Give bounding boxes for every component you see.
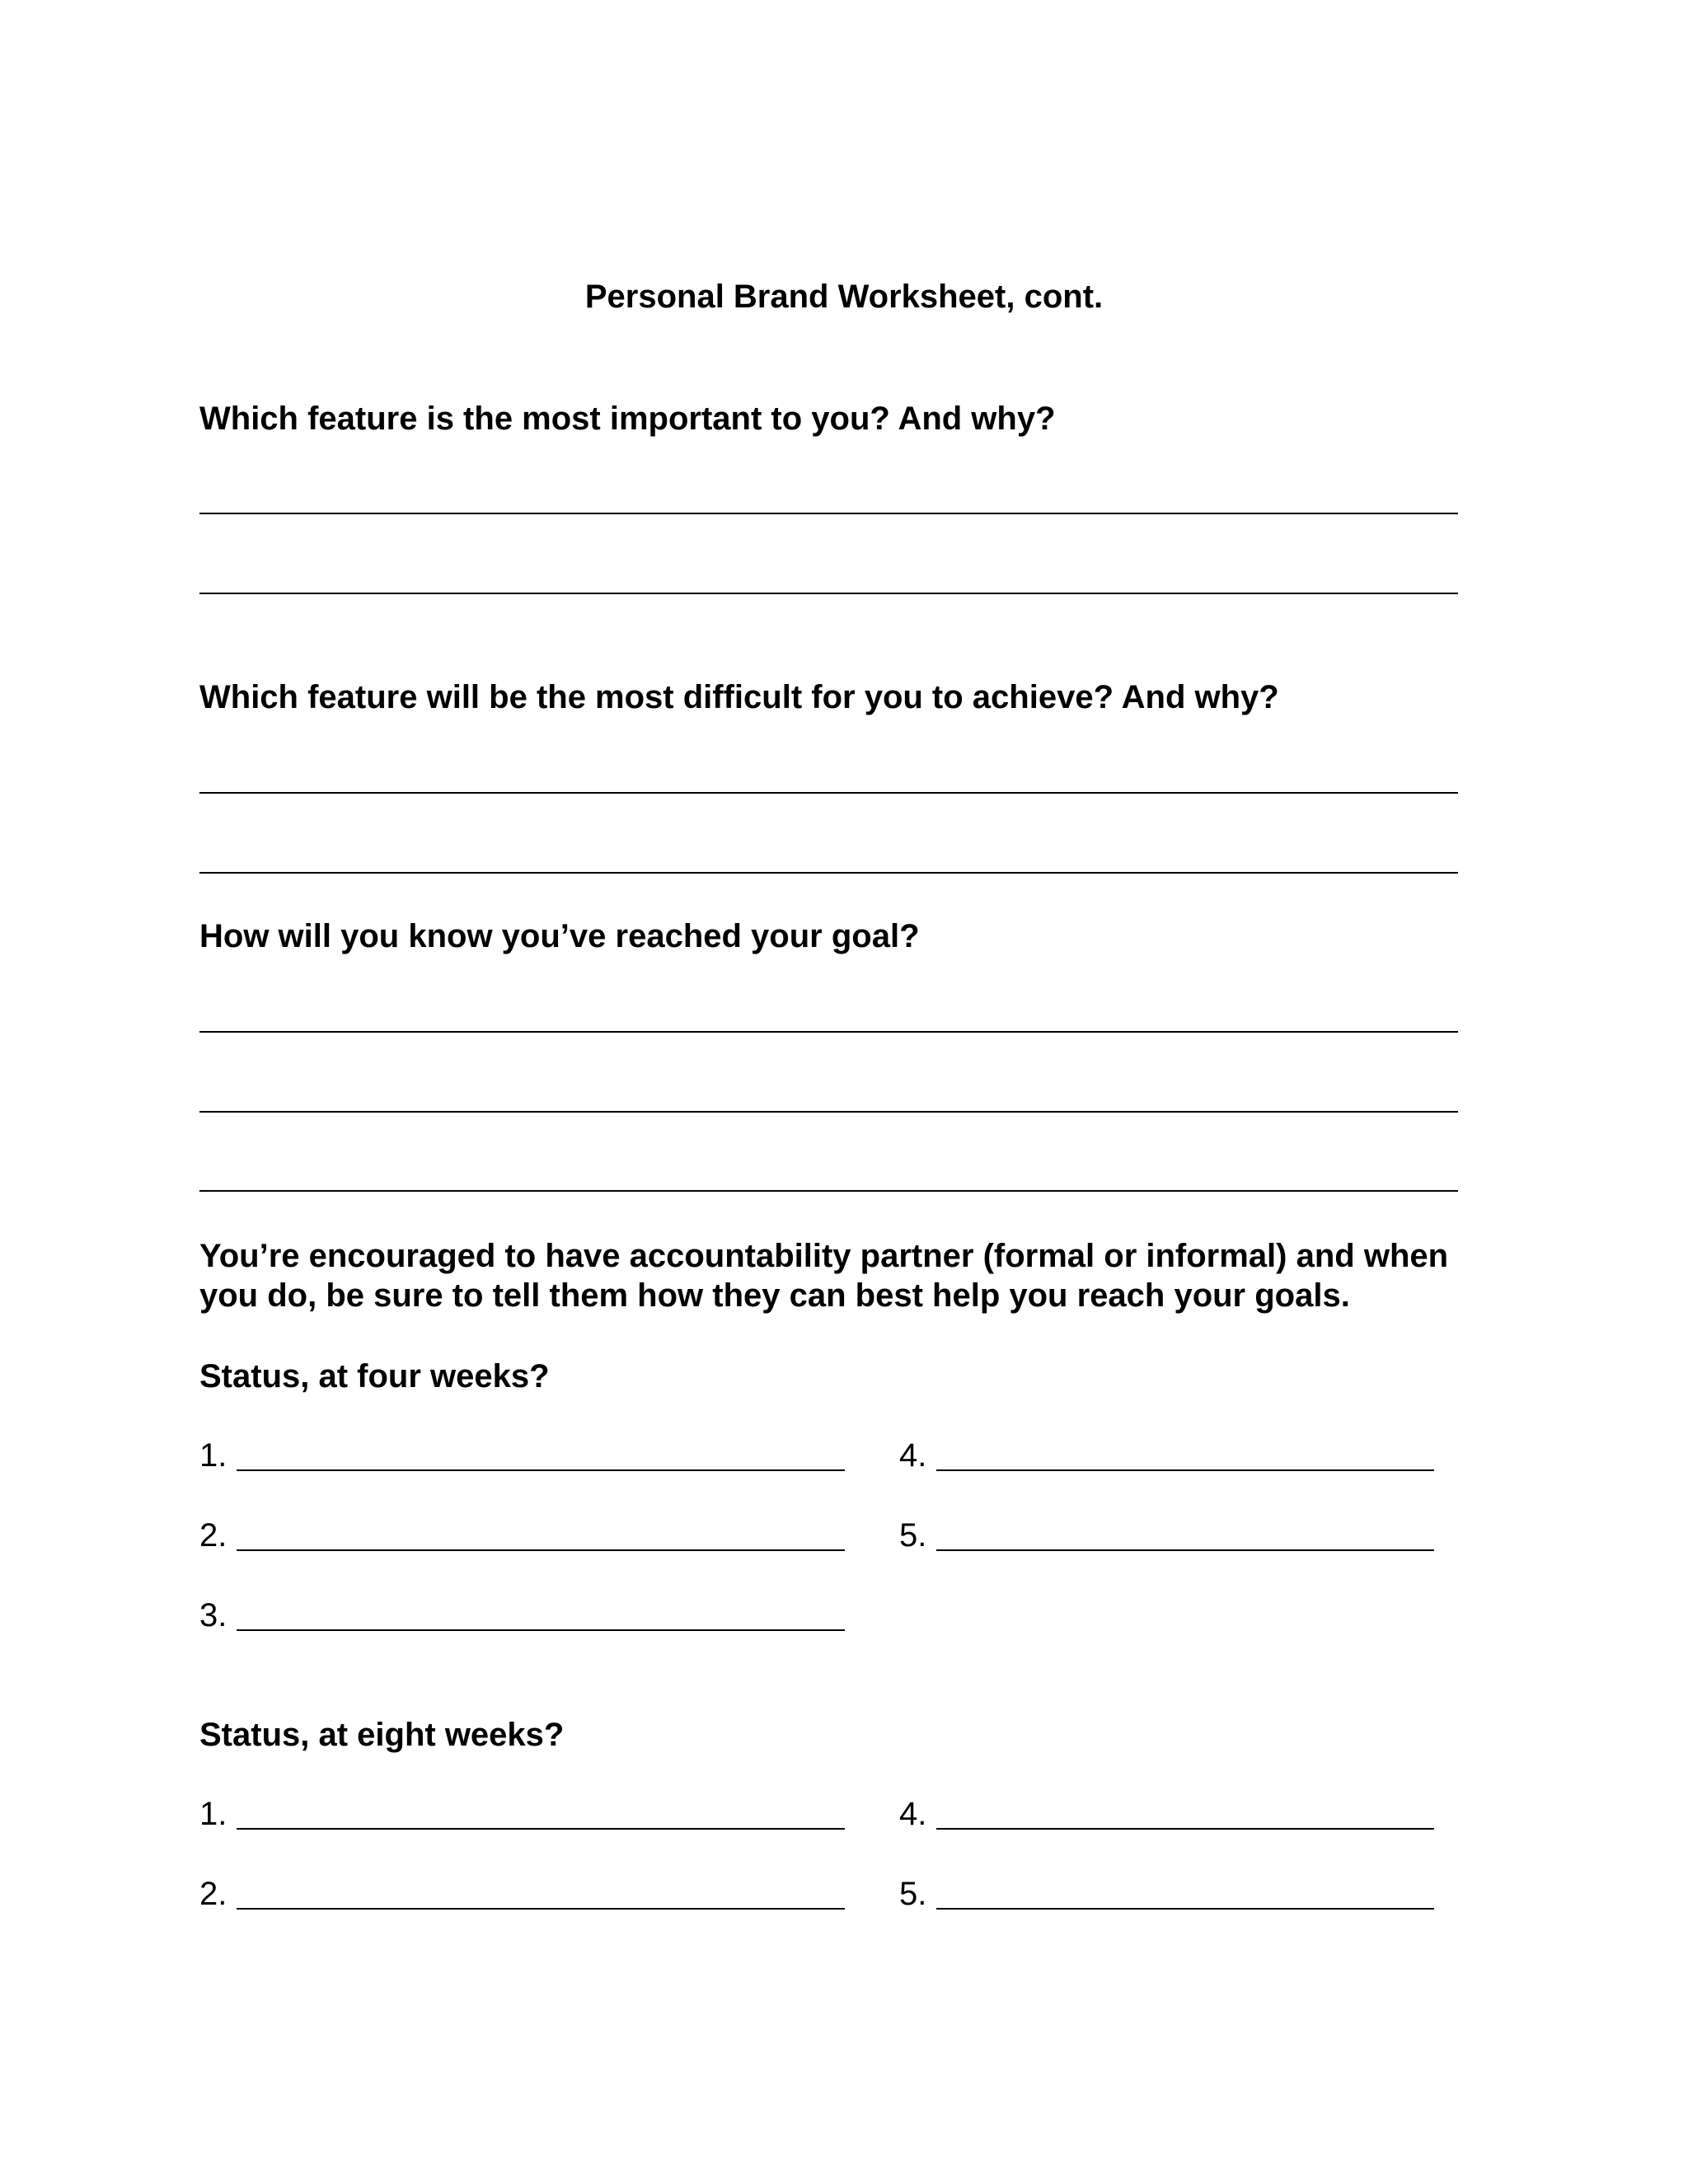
accountability-paragraph-line-1: You’re encouraged to have accountability partner (formal or informal) and when [199, 1238, 1449, 1274]
question-most-difficult: Which feature will be the most difficult for you to achieve? And why? [199, 679, 1279, 715]
status-eight-item-4-number: 4. [899, 1796, 927, 1832]
status-four-item-1-number: 1. [199, 1437, 227, 1474]
answer-line-q3-1[interactable] [199, 1031, 1458, 1033]
status-four-line-5[interactable] [936, 1549, 1434, 1551]
status-eight-line-5[interactable] [936, 1908, 1434, 1910]
status-eight-line-1[interactable] [237, 1828, 845, 1830]
answer-line-q2-2[interactable] [199, 872, 1458, 874]
status-eight-item-5-number: 5. [899, 1876, 927, 1912]
status-eight-item-2-number: 2. [199, 1876, 227, 1912]
status-eight-weeks-heading: Status, at eight weeks? [199, 1717, 565, 1753]
status-four-item-5-number: 5. [899, 1517, 927, 1554]
status-four-item-4-number: 4. [899, 1437, 927, 1474]
answer-line-q1-2[interactable] [199, 593, 1458, 594]
answer-line-q2-1[interactable] [199, 792, 1458, 794]
status-four-line-4[interactable] [936, 1469, 1434, 1471]
answer-line-q3-2[interactable] [199, 1111, 1458, 1113]
question-reached-goal: How will you know you’ve reached your goal? [199, 918, 920, 954]
status-four-item-3-number: 3. [199, 1597, 227, 1633]
status-four-item-2-number: 2. [199, 1517, 227, 1554]
status-four-line-2[interactable] [237, 1549, 845, 1551]
status-four-line-3[interactable] [237, 1629, 845, 1631]
status-four-weeks-heading: Status, at four weeks? [199, 1358, 550, 1394]
question-most-important: Which feature is the most important to you? And why? [199, 401, 1056, 437]
answer-line-q1-1[interactable] [199, 513, 1458, 514]
status-eight-line-4[interactable] [936, 1828, 1434, 1830]
status-eight-item-1-number: 1. [199, 1796, 227, 1832]
status-eight-line-2[interactable] [237, 1908, 845, 1910]
page-title: Personal Brand Worksheet, cont. [584, 279, 1104, 315]
accountability-paragraph-line-2: you do, be sure to tell them how they can best help you reach your goals. [199, 1277, 1350, 1314]
status-four-line-1[interactable] [237, 1469, 845, 1471]
answer-line-q3-3[interactable] [199, 1190, 1458, 1192]
